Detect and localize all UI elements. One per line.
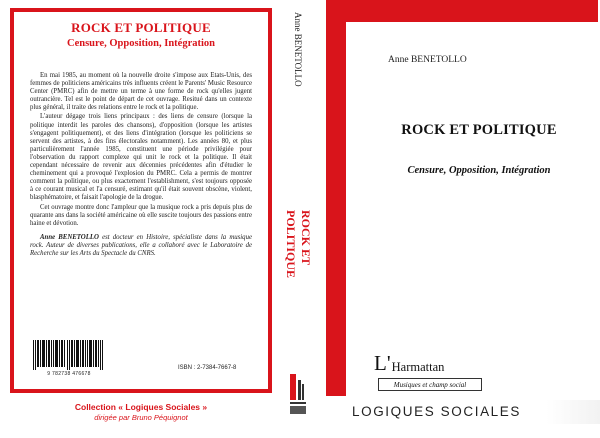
series-name: LOGIQUES SOCIALES (352, 404, 521, 419)
front-cover-red-top-band (326, 0, 598, 22)
isbn-label: ISBN : 2-7384-7667-8 (178, 365, 237, 371)
author-bio-text: est docteur en Histoire, spécialiste dans la musique rock. Auteur de diverses publications, elle a collaboré avec le Laboratoire de Recherche sur les Arts du Spectacle du CNRS. (30, 233, 252, 257)
spine-author: Anne BENETOLLO (293, 12, 303, 87)
blurb-paragraph-2: L'auteur dégage trois liens principaux : des liens de censure (lorsque la politique interdit les paroles des chansons), d'opposition (lorsque les artistes s'engagent politiquement), et des liens d'intégration (lorsque les politiciens se servent des artistes, à des fins électorales notamment). Les années 80, et plus particulièrement l'année 1985, constituent une période privilégiée pour l'observation du rapport complexe qui unit le rock et la politique. Il était cependant nécessaire de revenir aux décennies précédentes afin d'étudier le cheminement qui a provoqué l'explosion du PMRC. Cela a permis de montrer comment la politique, ou plus exactement l'establishment, s'est toujours opposée à ce courant musical et l'a censuré, estimant qu'il était souvent obscène, violent, blasphématoire, et faisait l'apologie de la drogue. (30, 113, 252, 202)
bottom-shadow (546, 400, 600, 424)
front-cover-red-left-band (326, 0, 346, 396)
front-cover (316, 0, 600, 438)
barcode-number: 9 782738 476678 (47, 371, 91, 377)
series-box: Musiques et champ social (378, 378, 482, 391)
front-cover-title: ROCK ET POLITIQUE (401, 122, 557, 138)
collection-director: dirigée par Bruno Péquignot (94, 413, 188, 422)
author-bio (30, 234, 252, 258)
back-cover-title: ROCK ET POLITIQUE (71, 20, 211, 35)
blurb-paragraph-3: Cet ouvrage montre donc l'ampleur que la musique rock a pris depuis plus de quarante ans dans la société américaine où elle suscite toujours des passions entre haine et dévotion. (30, 203, 252, 227)
barcode-icon (33, 340, 105, 370)
collection-name: Collection « Logiques Sociales » (74, 402, 208, 412)
spine (280, 0, 316, 438)
back-cover (0, 0, 280, 438)
front-cover-subtitle: Censure, Opposition, Intégration (407, 165, 551, 176)
publisher-logo-icon (286, 370, 310, 420)
back-cover-subtitle: Censure, Opposition, Intégration (67, 38, 215, 49)
blurb-paragraph-1: En mai 1985, au moment où la nouvelle droite s'impose aux Etats-Unis, des femmes de politiciens américains très influents créent le Parents' Music Resource Center (PMRC) afin de mettre un terme à une forme de rock qu'elles jugent outrancière. Tel est le point de départ de cet ouvrage. Resitué dans un contexte plus général, il traite des relations entre le rock et la politique. (30, 72, 252, 112)
publisher-logo (374, 350, 444, 374)
spine-title: ROCK ET POLITIQUE (284, 210, 313, 279)
publisher-name: Harmattan (391, 360, 445, 374)
front-cover-author: Anne BENETOLLO (388, 55, 467, 65)
back-cover-blurb (30, 72, 252, 259)
author-bio-name: Anne BENETOLLO (40, 233, 99, 241)
publisher-initial: L' (374, 351, 391, 375)
